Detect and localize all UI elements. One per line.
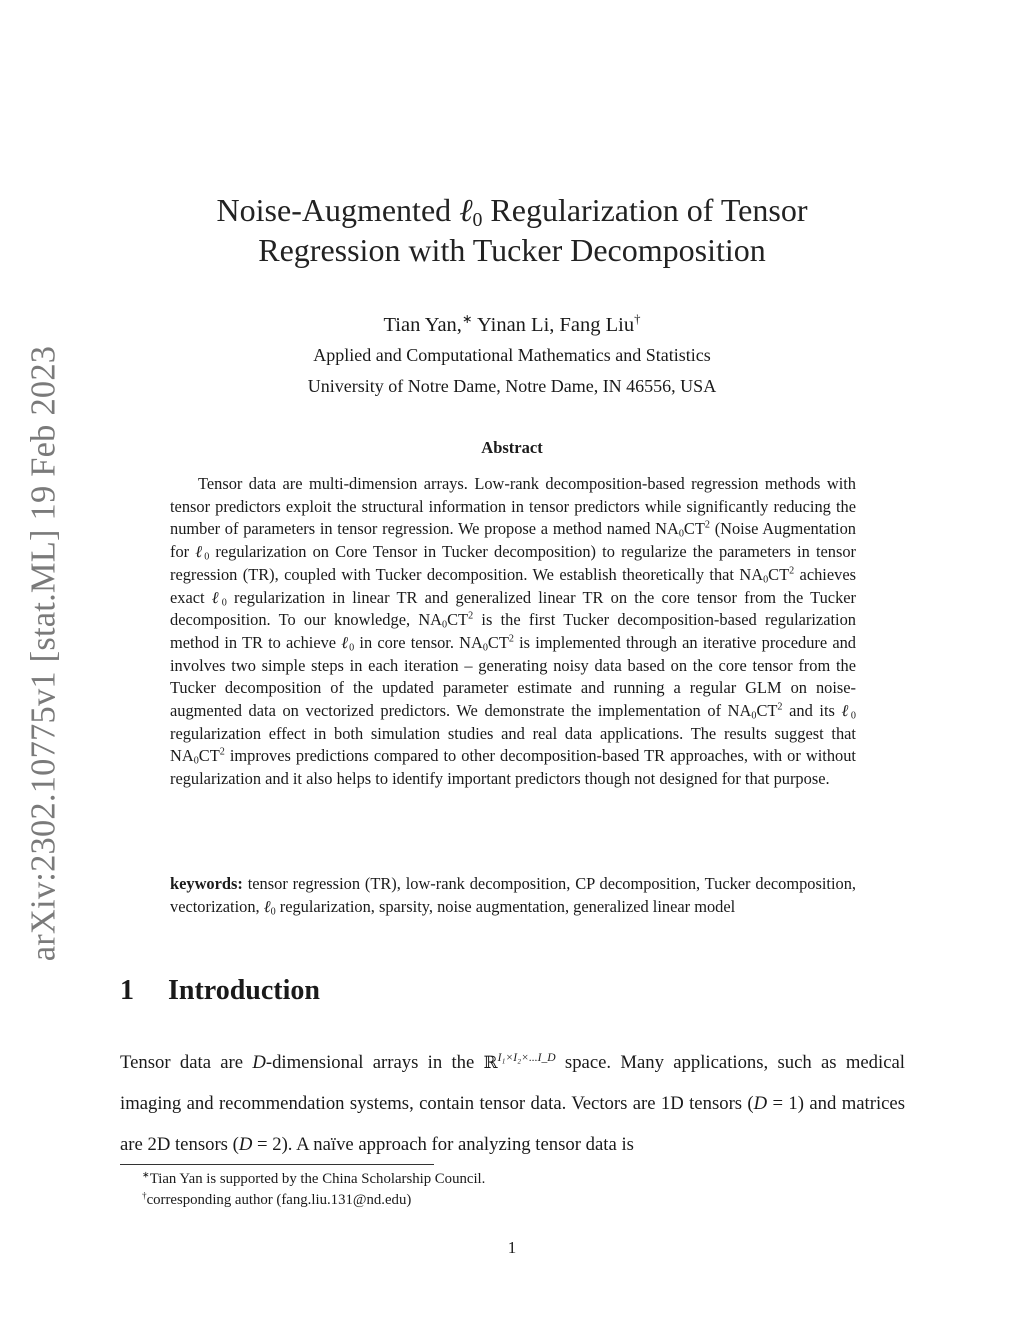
- footnote-1: ∗Tian Yan is supported by the China Scholarship Council.: [142, 1169, 486, 1187]
- introduction-paragraph: Tensor data are D-dimensional arrays in the ℝ$^{I_1\times I_2\times...I\_D}$ space. Many applications, such as medical imaging and recommendation systems, contain tensor data. Vectors are 1D tensors (D = 1) and matrices are 2D tensors (D = 2). A naïve approach for analyzing tensor data is: [120, 1050, 905, 1155]
- paper-title: [150, 190, 874, 270]
- method-name: $NA_0CT^2$: [655, 519, 710, 540]
- section-title: Introduction: [168, 975, 320, 1006]
- abstract-body: Tensor data are multi-dimension arrays. Low-rank decomposition-based regression methods with tensor predictors exploit the structural information in tensor predictors while significantly reducing the number of parameters in tensor regression. We propose a method named $NA_0CT^2$ (Noise Augmentation for ℓ$_0$ regularization on Core Tensor in Tucker decomposition) to regularize the parameters in tensor regression (TR), coupled with Tucker decomposition. We establish theoretically that $NA_0CT^2$ achieves exact ℓ$_0$ regularization in linear TR and generalized linear TR on the core tensor from the Tucker decomposition. To our knowledge, $NA_0CT^2$ is the first Tucker decomposition-based regularization method in TR to achieve ℓ$_0$ in core tensor. $NA_0CT^2$ is implemented through an iterative procedure and involves two simple steps in each iteration – generating noisy data based on the core tensor from the Tucker decomposition of the updated parameter estimate and running a regular GLM on noise-augmented data on vectorized predictors. We demonstrate the implementation of $NA_0CT^2$ and its ℓ$_0$ regularization effect in both simulation studies and real data applications. The results suggest that $NA_0CT^2$ improves predictions compared to other decomposition-based TR approaches, with or without regularization and it also helps to identify important predictors though not designed for that purpose.: [170, 474, 857, 789]
- method-name: $NA_0CT^2$: [739, 564, 795, 586]
- section-number: 1: [120, 975, 134, 1006]
- section-heading: [120, 975, 320, 1007]
- method-name: $NA_0CT^2$: [727, 701, 783, 722]
- footnotes: [142, 1169, 485, 1211]
- affiliation-line-2: University of Notre Dame, Notre Dame, IN 46556, USA: [307, 376, 717, 396]
- title-line-1: Noise-Augmented ℓ$_0$ Regularization of Tensor: [216, 192, 808, 231]
- footnote-rule: [120, 1164, 434, 1165]
- page-number: 1: [507, 1238, 517, 1257]
- affiliation-line-1: Applied and Computational Mathematics and Statistics: [313, 345, 711, 365]
- footnote-2: †corresponding author (fang.liu.131@nd.edu): [142, 1190, 412, 1208]
- method-name: $NA_0CT^2$: [170, 746, 225, 767]
- method-name: $NA_0CT^2$: [459, 632, 514, 654]
- abstract-heading: Abstract: [481, 438, 543, 457]
- arxiv-stamp-text: arXiv:2302.10775v1 [stat.ML] 19 Feb 2023: [24, 345, 62, 961]
- keywords-label: keywords:: [170, 874, 243, 893]
- title-line-2: Regression with Tucker Decomposition: [258, 232, 766, 268]
- author-list: Tian Yan,∗ Yinan Li, Fang Liu†: [383, 312, 641, 336]
- keywords: keywords: tensor regression (TR), low-rank decomposition, CP decomposition, Tucker decomposition, vectorization, ℓ$_0$ regularization, sparsity, noise augmentation, generalized linear model: [170, 874, 856, 918]
- method-name: $NA_0CT^2$: [418, 610, 474, 631]
